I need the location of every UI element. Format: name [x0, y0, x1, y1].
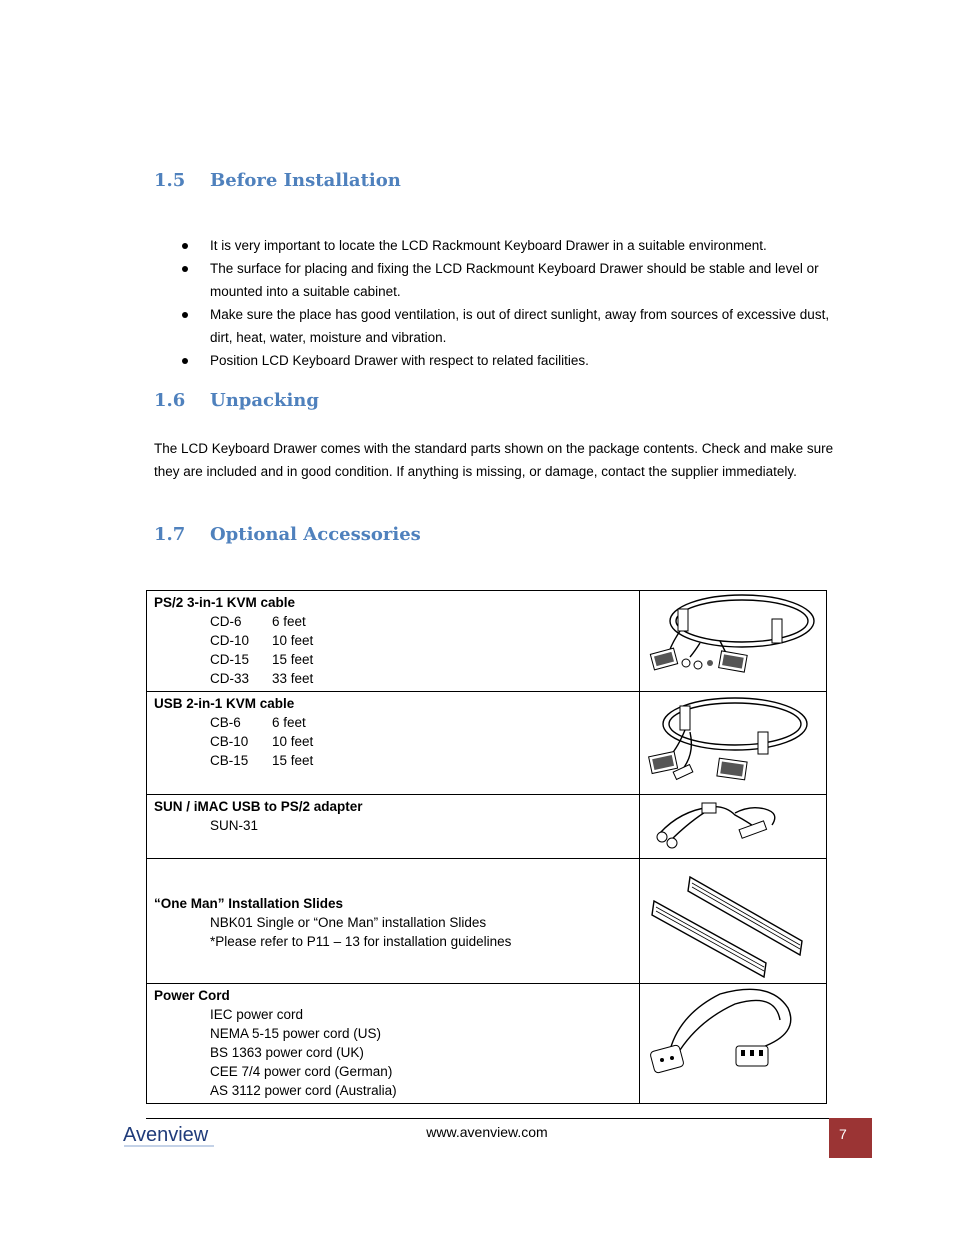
accessory-title: Power Cord — [154, 988, 230, 1003]
model-code: CB-15 — [210, 753, 249, 768]
accessory-description — [147, 859, 640, 984]
footer-rule — [146, 1118, 830, 1119]
section-heading-optional-accessories — [154, 524, 421, 545]
cable-length: 6 feet — [272, 715, 306, 730]
accessory-image-cell — [640, 859, 827, 984]
table-row — [147, 859, 827, 984]
bullet-text: The surface for placing and fixing the LCD Rackmount Keyboard Drawer should be stable and level or mounted into a suitable cabinet. — [210, 261, 819, 299]
cable-length: 33 feet — [272, 671, 314, 686]
page-number-box — [829, 1118, 872, 1158]
cable-length: 15 feet — [272, 753, 314, 768]
accessories-table — [146, 590, 827, 1104]
bullet-icon — [182, 266, 188, 272]
list-item — [182, 349, 854, 372]
accessory-title: PS/2 3-in-1 KVM cable — [154, 595, 296, 610]
bullet-text: Position LCD Keyboard Drawer with respect to related facilities. — [210, 353, 589, 368]
section-heading-unpacking — [154, 390, 319, 411]
cable-length: 6 feet — [272, 614, 306, 629]
installation-bullet-list — [182, 234, 854, 372]
accessory-title: SUN / iMAC USB to PS/2 adapter — [154, 799, 363, 814]
section-title: Before Installation — [210, 170, 401, 191]
accessory-option — [154, 751, 639, 770]
accessory-option — [154, 650, 639, 669]
list-item — [182, 257, 854, 303]
accessory-description — [147, 984, 640, 1104]
accessory-option: NBK01 Single or “One Man” installation Slides — [210, 914, 487, 930]
model-code: CD-10 — [210, 633, 250, 648]
unpacking-paragraph: The LCD Keyboard Drawer comes with the standard parts shown on the package contents. Check and make sure they are included and in good condition. If anything is missing, or damage, contact the supplier immediately. — [154, 441, 834, 479]
accessory-option: IEC power cord — [210, 1007, 304, 1022]
accessory-option — [154, 631, 639, 650]
bullet-text: It is very important to locate the LCD Rackmount Keyboard Drawer in a suitable environment. — [210, 238, 767, 253]
section-heading-before-installation — [154, 170, 401, 191]
kvm-cable-ps2-icon — [640, 591, 826, 686]
cable-length: 10 feet — [272, 633, 314, 648]
installation-slides-icon — [640, 859, 826, 978]
accessory-image-cell — [640, 795, 827, 859]
accessory-option: NEMA 5-15 power cord (US) — [210, 1026, 382, 1041]
section-number: 1.6 — [154, 390, 186, 411]
accessory-option: *Please refer to P11 – 13 for installation guidelines — [210, 933, 512, 949]
avenview-logo — [122, 1120, 216, 1150]
table-row — [147, 795, 827, 859]
accessory-option: CEE 7/4 power cord (German) — [210, 1064, 393, 1079]
accessory-option — [154, 669, 639, 688]
list-item — [182, 234, 854, 257]
page-number: 7 — [839, 1126, 847, 1142]
power-cord-icon — [640, 984, 826, 1098]
accessory-description — [147, 795, 640, 859]
accessory-title: “One Man” Installation Slides — [154, 895, 344, 911]
section-title: Unpacking — [210, 390, 319, 411]
bullet-icon — [182, 243, 188, 249]
model-code: CB-10 — [210, 734, 249, 749]
accessory-option — [154, 713, 639, 732]
table-row — [147, 692, 827, 795]
bullet-icon — [182, 358, 188, 364]
section-title: Optional Accessories — [210, 524, 421, 545]
accessory-option: BS 1363 power cord (UK) — [210, 1045, 364, 1060]
footer-url[interactable]: www.avenview.com — [426, 1124, 548, 1140]
table-row — [147, 984, 827, 1104]
list-item — [182, 303, 854, 349]
accessory-option: SUN-31 — [210, 818, 259, 833]
cable-length: 15 feet — [272, 652, 314, 667]
table-row — [147, 591, 827, 692]
accessory-image-cell — [640, 984, 827, 1104]
accessory-image-cell — [640, 692, 827, 795]
usb-ps2-adapter-icon — [640, 795, 826, 853]
model-code: CD-15 — [210, 652, 250, 667]
accessory-description — [147, 692, 640, 795]
accessory-description — [147, 591, 640, 692]
accessory-option — [154, 732, 639, 751]
bullet-text: Make sure the place has good ventilation, is out of direct sunlight, away from sources of excessive dust, dirt, heat, water, moisture and vibration. — [210, 307, 830, 345]
accessory-image-cell — [640, 591, 827, 692]
kvm-cable-usb-icon — [640, 692, 826, 789]
accessory-option — [154, 612, 639, 631]
bullet-icon — [182, 312, 188, 318]
accessory-option: AS 3112 power cord (Australia) — [210, 1083, 397, 1098]
model-code: CB-6 — [210, 715, 241, 730]
section-number: 1.5 — [154, 170, 186, 191]
accessory-title: USB 2-in-1 KVM cable — [154, 696, 295, 711]
model-code: CD-6 — [210, 614, 242, 629]
cable-length: 10 feet — [272, 734, 314, 749]
model-code: CD-33 — [210, 671, 250, 686]
svg-text:Avenview: Avenview — [123, 1124, 209, 1146]
section-number: 1.7 — [154, 524, 186, 545]
